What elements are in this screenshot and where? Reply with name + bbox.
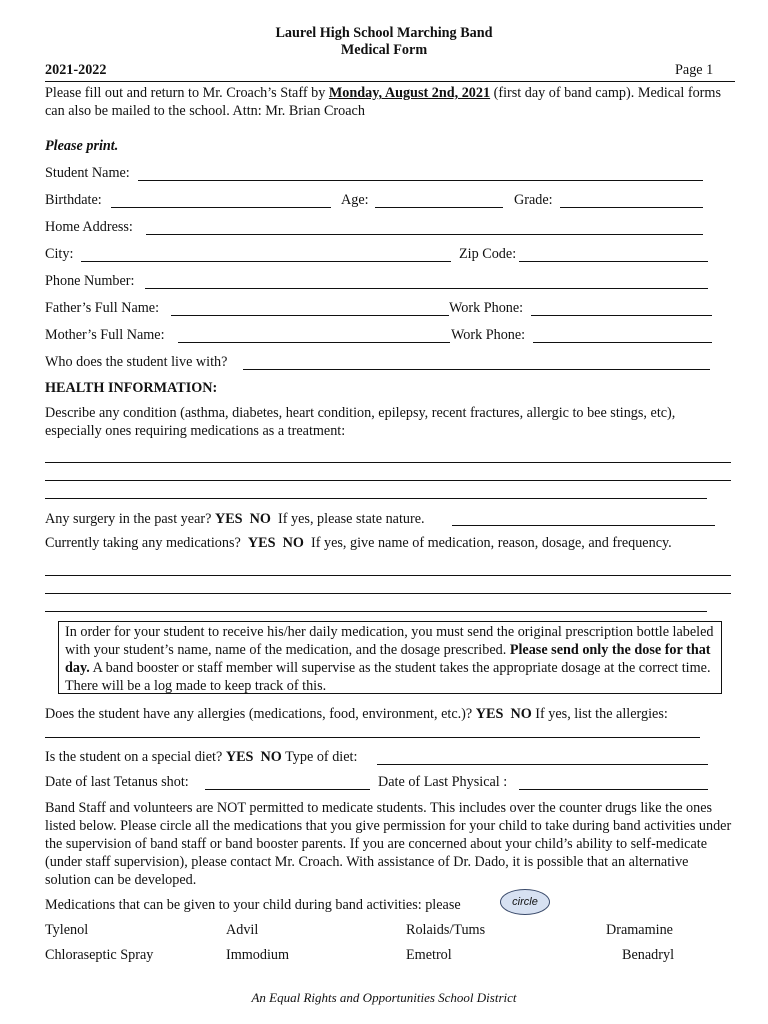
surgery-question: Any surgery in the past year?	[45, 511, 212, 527]
med-advil[interactable]: Advil	[226, 922, 259, 938]
form-title: Medical Form	[340, 42, 428, 58]
medications-question-row	[45, 535, 672, 552]
medication-policy-paragraph: Band Staff and volunteers are NOT permitted to medicate students. This includes over the counter drugs like the ones listed below. Please circle all the medications that you give permission for your child to take during band activities under the supervision of band staff or band booster parents. If you are concerned about your child’s ability to self-medicate (under staff supervision), please contact Mr. Croach. With assistance of Dr. Dado, it is possible that an alternative solution can be developed.	[45, 800, 732, 888]
school-year: 2021-2022	[45, 62, 107, 78]
phone-number-label: Phone Number:	[45, 273, 135, 289]
medication-notice-box	[58, 621, 722, 694]
father-name-label: Father’s Full Name:	[45, 300, 160, 316]
diet-no-option[interactable]: NO	[260, 749, 282, 765]
diet-tail: Type of diet:	[285, 749, 358, 765]
zip-code-label: Zip Code:	[459, 246, 517, 262]
condition-prompt: Describe any condition (asthma, diabetes, heart condition, epilepsy, recent fractures, allergic to bee stings, etc), especially ones requiring medications as a treatment:	[45, 405, 676, 439]
diet-yes-option[interactable]: YES	[225, 749, 254, 765]
home-address-label: Home Address:	[45, 219, 133, 235]
notice-bold-text: Please send only the dose for that day.	[65, 642, 711, 676]
allergies-question-row	[45, 706, 668, 723]
allergies-no-option[interactable]: NO	[510, 706, 532, 722]
birthdate-label: Birthdate:	[45, 192, 102, 208]
age-field[interactable]	[375, 207, 503, 208]
medication-line-1[interactable]	[45, 575, 731, 576]
surgery-no-option[interactable]: NO	[249, 511, 271, 527]
surgery-question-row	[45, 511, 425, 528]
circle-badge: circle	[500, 889, 550, 915]
allergies-field[interactable]	[45, 737, 700, 738]
father-work-phone-field[interactable]	[531, 315, 712, 316]
father-name-field[interactable]	[171, 315, 449, 316]
medications-no-option[interactable]: NO	[282, 535, 304, 551]
header-rule	[45, 81, 735, 82]
medications-question: Currently taking any medications?	[45, 535, 241, 551]
condition-line-2[interactable]	[45, 480, 731, 481]
form-school-title: Laurel High School Marching Band	[275, 25, 493, 41]
notice-text-2: A band booster or staff member will supervise as the student takes the appropriate dosage at the correct time. There will be a log made to keep track of this.	[65, 660, 711, 694]
allergies-question: Does the student have any allergies (medications, food, environment, etc.)?	[45, 706, 473, 722]
med-chloraseptic-spray[interactable]: Chloraseptic Spray	[45, 947, 154, 963]
surgery-yes-option[interactable]: YES	[214, 511, 243, 527]
student-name-field[interactable]	[138, 180, 703, 181]
father-work-phone-label: Work Phone:	[449, 300, 524, 316]
footer-statement: An Equal Rights and Opportunities School District	[251, 990, 517, 1005]
physical-label: Date of Last Physical :	[378, 774, 508, 790]
lives-with-field[interactable]	[243, 369, 710, 370]
med-emetrol[interactable]: Emetrol	[406, 947, 452, 963]
diet-question-row	[45, 749, 357, 766]
surgery-tail: If yes, please state nature.	[278, 511, 425, 527]
med-tylenol[interactable]: Tylenol	[45, 922, 89, 938]
grade-label: Grade:	[514, 192, 553, 208]
medications-tail: If yes, give name of medication, reason, dosage, and frequency.	[310, 535, 672, 551]
tetanus-date-field[interactable]	[205, 789, 370, 790]
age-label: Age:	[341, 192, 369, 208]
notice-text-1: In order for your student to receive his/her daily medication, you must send the original prescription bottle labeled with your student’s name, name of the medication, and the dosage prescribed.	[65, 624, 714, 658]
allergies-yes-option[interactable]: YES	[475, 706, 504, 722]
allergies-tail: If yes, list the allergies:	[535, 706, 668, 722]
page-number: Page 1	[675, 62, 714, 78]
med-dramamine[interactable]: Dramamine	[606, 922, 673, 938]
medication-line-2[interactable]	[45, 593, 731, 594]
mother-work-phone-field[interactable]	[533, 342, 712, 343]
intro-paragraph	[45, 84, 735, 120]
phone-number-field[interactable]	[145, 288, 708, 289]
physical-date-field[interactable]	[519, 789, 708, 790]
intro-text-post: (first day of band camp). Medical forms can also be mailed to the school. Attn: Mr. Brian Croach	[45, 85, 721, 119]
grade-field[interactable]	[560, 207, 703, 208]
med-benadryl[interactable]: Benadryl	[622, 947, 675, 963]
mother-name-label: Mother’s Full Name:	[45, 327, 165, 343]
condition-line-3[interactable]	[45, 498, 707, 499]
mother-name-field[interactable]	[178, 342, 450, 343]
medication-line-3[interactable]	[45, 611, 707, 612]
birthdate-field[interactable]	[111, 207, 331, 208]
diet-question: Is the student on a special diet?	[45, 749, 223, 765]
zip-code-field[interactable]	[519, 261, 708, 262]
tetanus-label: Date of last Tetanus shot:	[45, 774, 189, 790]
lives-with-label: Who does the student live with?	[45, 354, 228, 370]
please-print-note: Please print.	[45, 138, 119, 154]
home-address-field[interactable]	[146, 234, 703, 235]
med-immodium[interactable]: Immodium	[226, 947, 290, 963]
deadline-date: Monday, August 2nd, 2021	[328, 85, 491, 101]
mother-work-phone-label: Work Phone:	[451, 327, 526, 343]
health-information-heading: HEALTH INFORMATION:	[45, 380, 218, 396]
medications-yes-option[interactable]: YES	[247, 535, 276, 551]
student-name-label: Student Name:	[45, 165, 130, 181]
diet-type-field[interactable]	[377, 764, 708, 765]
condition-line-1[interactable]	[45, 462, 731, 463]
medications-prompt: Medications that can be given to your child during band activities: please	[45, 897, 461, 913]
med-rolaids-tums[interactable]: Rolaids/Tums	[406, 922, 486, 938]
city-field[interactable]	[81, 261, 451, 262]
city-label: City:	[45, 246, 74, 262]
surgery-nature-field[interactable]	[452, 525, 715, 526]
intro-text-pre: Please fill out and return to Mr. Croach’s Staff by	[45, 85, 329, 101]
